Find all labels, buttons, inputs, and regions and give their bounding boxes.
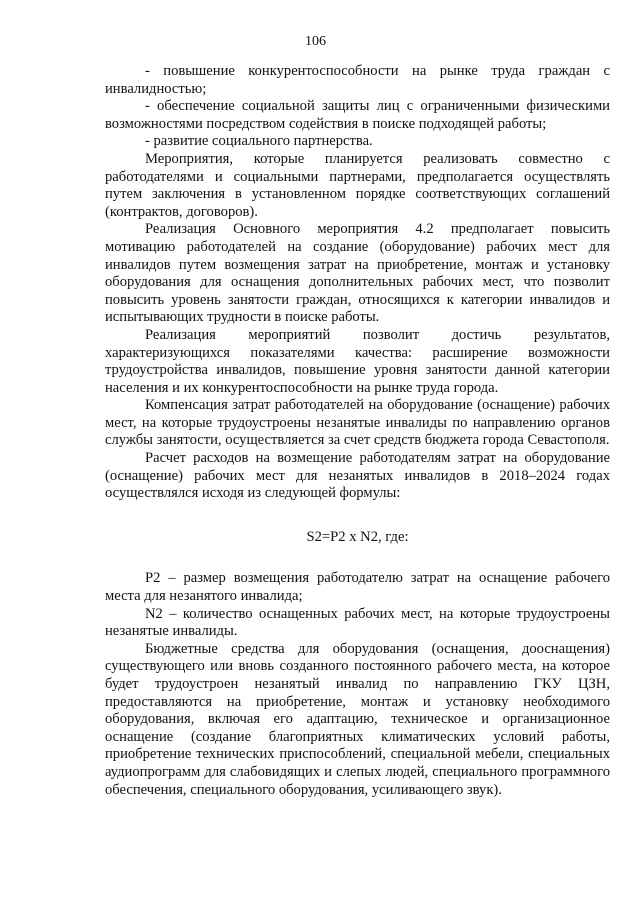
page-number: 106: [305, 34, 326, 49]
body-paragraph: Мероприятия, которые планируется реализовать совместно с работодателями и социальными партнерами, предполагается осуществлять путем заключения в установленном порядке соответствующих соглашений (контрактов, договоров).: [105, 150, 610, 220]
definition-paragraph: N2 – количество оснащенных рабочих мест, на которые трудоустроены незанятые инвалиды.: [105, 605, 610, 640]
bullet-paragraph: - повышение конкурентоспособности на рынке труда граждан с инвалидностью;: [105, 63, 610, 97]
body-paragraph: Реализация Основного мероприятия 4.2 предполагает повысить мотивацию работодателей на создание (оборудование) рабочих мест для инвалидов путем возмещения затрат на приобретение, монтаж и установку оборудования для оснащения дополнительных рабочих мест, что позволит повысить уровень занятости граждан, относящихся к категории инвалидов и испытывающих трудности в поиске работы.: [105, 221, 610, 326]
body-paragraph: Бюджетные средства для оборудования (оснащения, дооснащения) существующего или вновь созданного постоянного рабочего места, на которое будет трудоустроен незанятый инвалид по направлению ГКУ ЦЗН, предоставляются на приобретение, монтаж и установку необходимого оборудования, включая его адаптацию, техническое и организационное оснащение (создание благоприятных климатических условий работы, приобретение технических приспособлений, специальной мебели, специальных аудиопрограмм для слабовидящих и слепых людей, специального программного обеспечения, специального оборудования, усиливающего звук).: [105, 640, 610, 798]
document-body: [105, 63, 610, 799]
formula: S2=P2 x N2, где:: [306, 528, 409, 545]
body-paragraph: Реализация мероприятий позволит достичь результатов, характеризующихся показателями качества: расширение возможности трудоустройства инвалидов, повышение уровня занятости данной категории населения и их конкурентоспособности на рынке труда города.: [105, 326, 610, 396]
body-paragraph: Компенсация затрат работодателей на оборудование (оснащение) рабочих мест, на которые трудоустроены незанятые инвалиды по направлению органов службы занятости, осуществляется за счет средств бюджета города Севастополя.: [105, 397, 610, 449]
bullet-paragraph: - обеспечение социальной защиты лиц с ограниченными физическими возможностями посредством содействия в поиске подходящей работы;: [105, 98, 610, 132]
body-paragraph: Расчет расходов на возмещение работодателям затрат на оборудование (оснащение) рабочих мест для незанятых инвалидов в 2018–2024 годах осуществлялся исходя из следующей формулы:: [105, 450, 610, 502]
bullet-paragraph: - развитие социального партнерства.: [145, 133, 373, 150]
definition-paragraph: P2 – размер возмещения работодателю затрат на оснащение рабочего места для незанятого инвалида;: [105, 570, 610, 605]
